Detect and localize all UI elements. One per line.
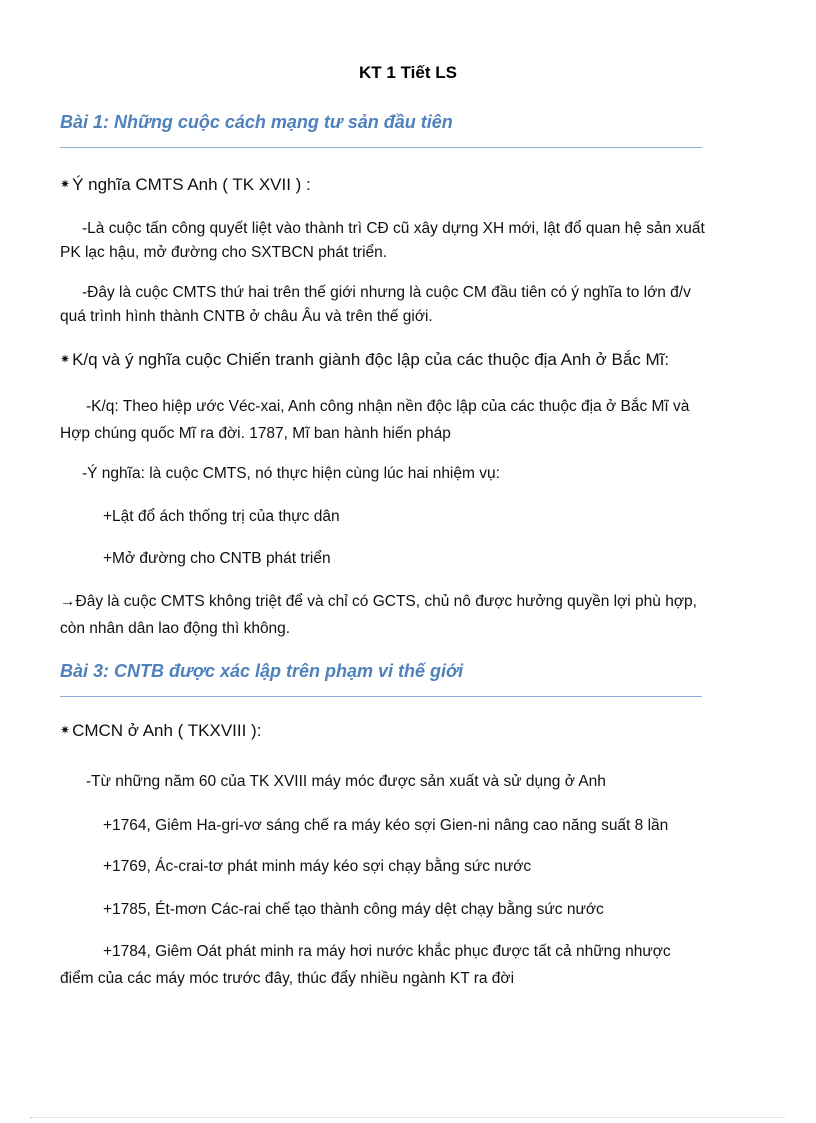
subheading-text: CMCN ở Anh ( TKXVIII ): bbox=[72, 721, 262, 740]
subheading-cmcn-o-anh bbox=[60, 721, 261, 741]
paragraph-line: +1784, Giêm Oát phát minh ra máy hơi nước khắc phục được tất cả những nhược bbox=[103, 943, 671, 960]
paragraph-line: Hợp chúng quốc Mĩ ra đời. 1787, Mĩ ban hành hiến pháp bbox=[60, 425, 451, 442]
paragraph-line: +Lật đổ ách thống trị của thực dân bbox=[103, 508, 340, 525]
subheading-y-nghia-cmts-anh bbox=[60, 175, 311, 195]
subheading-text: Ý nghĩa CMTS Anh ( TK XVII ) : bbox=[72, 175, 311, 194]
bullet-star-icon: ✷ bbox=[60, 352, 71, 366]
section-divider bbox=[60, 696, 702, 697]
section-heading-bai-3: Bài 3: CNTB được xác lập trên phạm vi thế giới bbox=[60, 661, 464, 681]
bullet-star-icon: ✷ bbox=[60, 723, 71, 737]
paragraph-line: PK lạc hậu, mở đường cho SXTBCN phát triển. bbox=[60, 244, 388, 261]
subheading-text: K/q và ý nghĩa cuộc Chiến tranh giành độc lập của các thuộc địa Anh ở Bắc Mĩ: bbox=[72, 350, 670, 369]
section-heading-bai-1: Bài 1: Những cuộc cách mạng tư sản đầu tiên bbox=[60, 112, 453, 132]
paragraph-line: +1785, Ét-mơn Các-rai chế tạo thành công máy dệt chạy bằng sức nước bbox=[103, 901, 604, 918]
paragraph-line: còn nhân dân lao động thì không. bbox=[60, 620, 291, 637]
paragraph-line: quá trình hình thành CNTB ở châu Âu và trên thế giới. bbox=[60, 308, 433, 325]
paragraph-line: -Ý nghĩa: là cuộc CMTS, nó thực hiện cùng lúc hai nhiệm vụ: bbox=[82, 465, 500, 482]
paragraph-line: -Đây là cuộc CMTS thứ hai trên thế giới nhưng là cuộc CM đầu tiên có ý nghĩa to lớn đ/v bbox=[82, 284, 691, 301]
paragraph-line: -K/q: Theo hiệp ước Véc-xai, Anh công nhận nền độc lập của các thuộc địa ở Bắc Mĩ và bbox=[86, 398, 690, 415]
document-title: KT 1 Tiết LS bbox=[359, 63, 457, 82]
bullet-star-icon: ✷ bbox=[60, 177, 71, 191]
subheading-chien-tranh-doc-lap bbox=[60, 350, 669, 370]
paragraph-line: điểm của các máy móc trước đây, thúc đẩy nhiều ngành KT ra đời bbox=[60, 970, 515, 987]
section-divider bbox=[60, 147, 702, 148]
page-bottom-border bbox=[30, 1117, 786, 1118]
paragraph-line: -Từ những năm 60 của TK XVIII máy móc được sản xuất và sử dụng ở Anh bbox=[86, 773, 606, 790]
paragraph-line: +Mở đường cho CNTB phát triển bbox=[103, 550, 331, 567]
paragraph-line: +1769, Ác-crai-tơ phát minh máy kéo sợi chạy bằng sức nước bbox=[103, 858, 532, 875]
paragraph-line: +1764, Giêm Ha-gri-vơ sáng chế ra máy kéo sợi Gien-ni nâng cao năng suất 8 lần bbox=[103, 817, 669, 834]
paragraph-line: →Đây là cuộc CMTS không triệt để và chỉ có GCTS, chủ nô được hưởng quyền lợi phù hợp, bbox=[60, 593, 697, 610]
paragraph-line: -Là cuộc tấn công quyết liệt vào thành trì CĐ cũ xây dựng XH mới, lật đổ quan hệ sản xuất bbox=[82, 220, 705, 237]
